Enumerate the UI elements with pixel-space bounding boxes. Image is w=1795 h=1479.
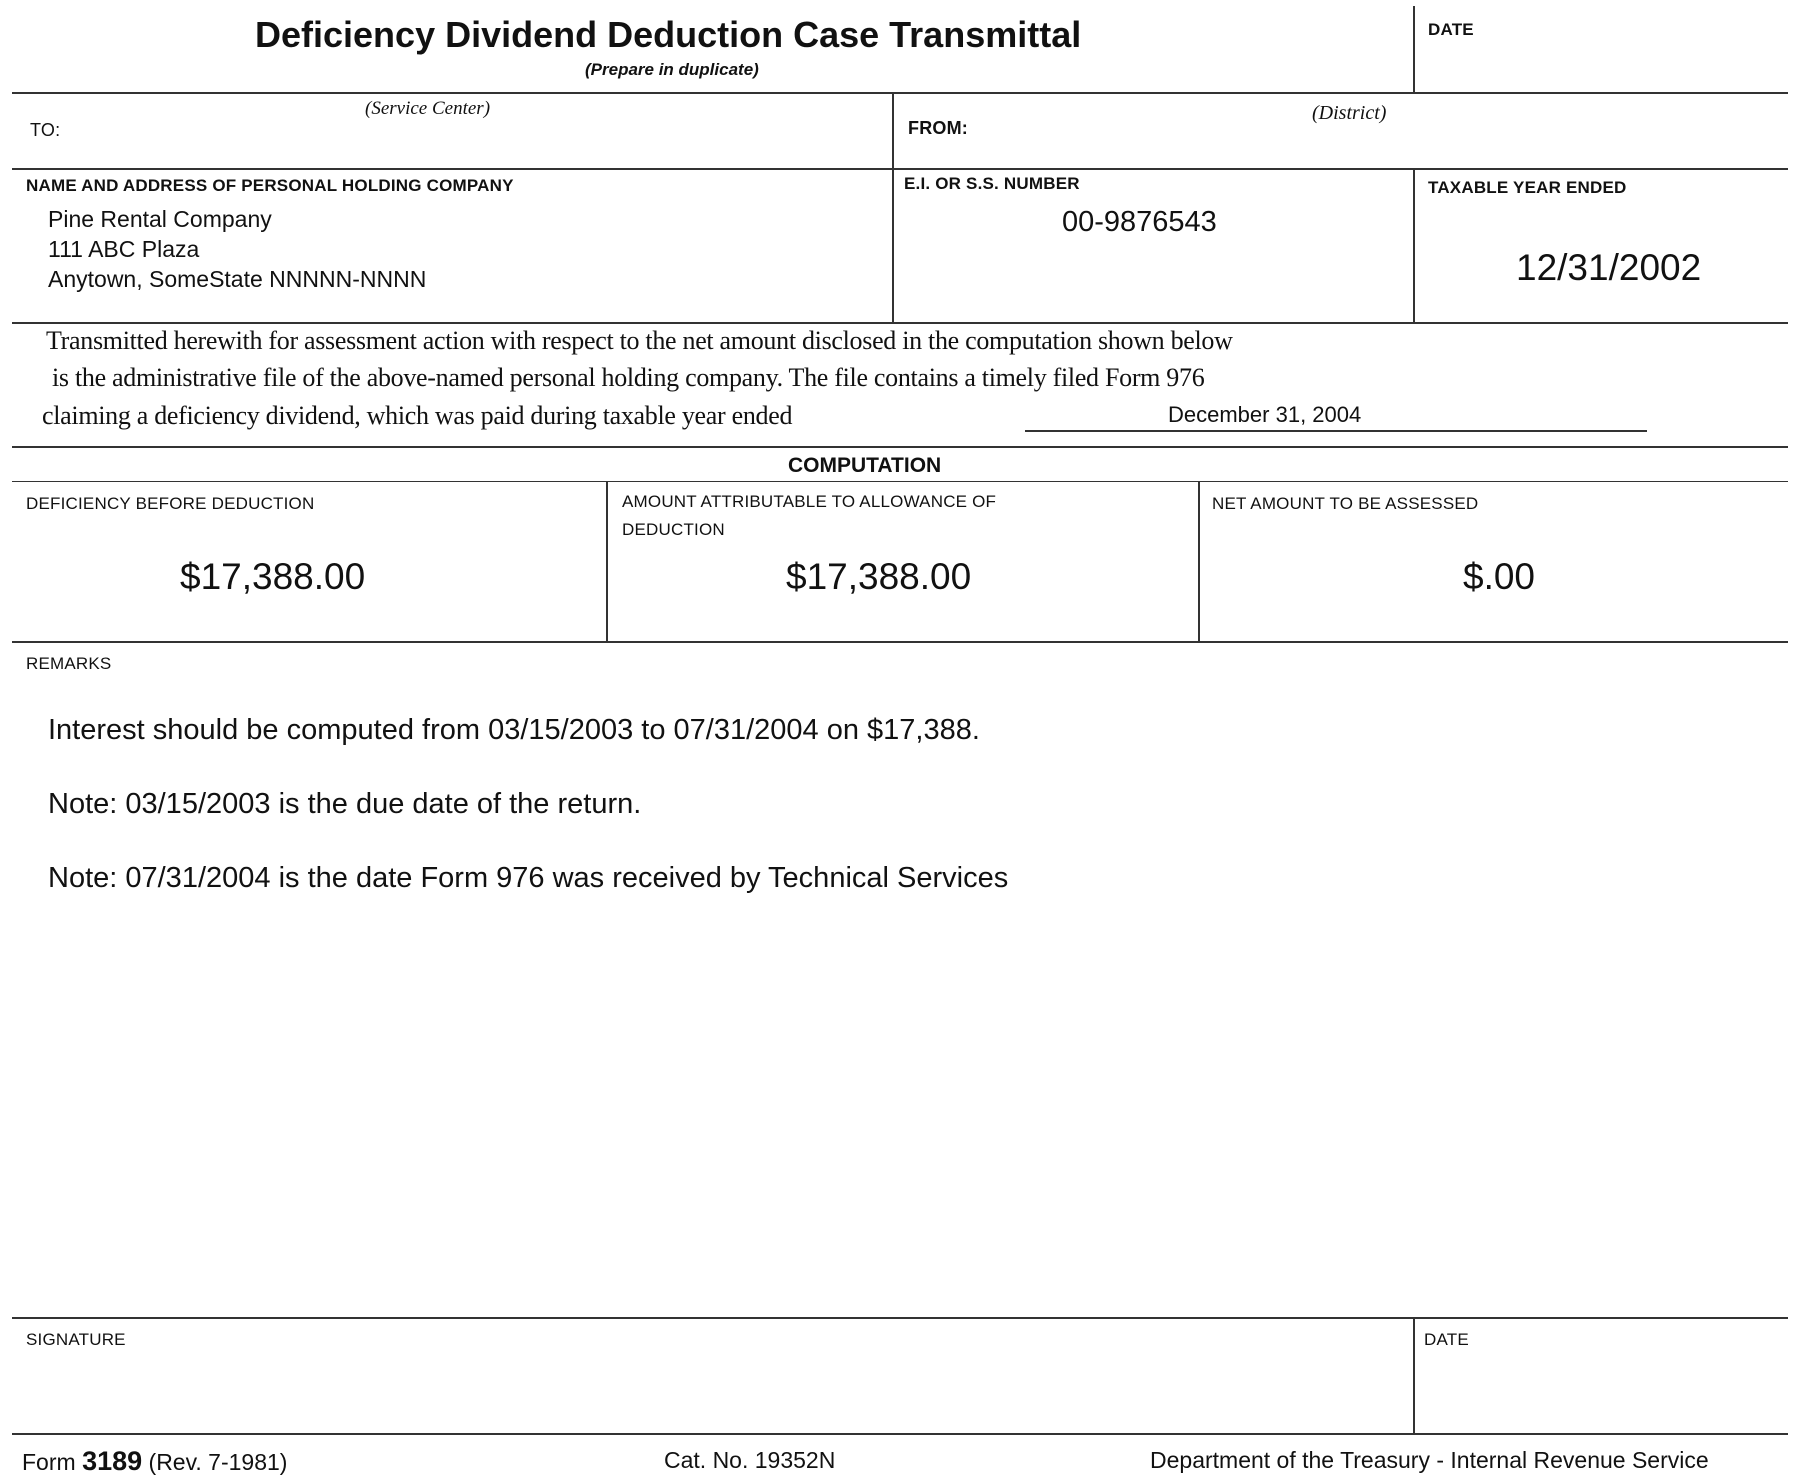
divider-comp-1 bbox=[606, 481, 608, 641]
company-address-1: 111 ABC Plaza bbox=[48, 236, 200, 262]
to-label: TO: bbox=[30, 120, 61, 140]
remarks-line-1: Interest should be computed from 03/15/2003 to 07/31/2004 on $17,388. bbox=[48, 714, 980, 746]
signature-date-label: DATE bbox=[1424, 1330, 1469, 1349]
allowance-value: $17,388.00 bbox=[786, 556, 972, 597]
transmittal-line-1: Transmitted herewith for assessment action with respect to the net amount disclosed in the computation shown below bbox=[46, 326, 1233, 355]
paid-year-value: December 31, 2004 bbox=[1168, 402, 1362, 427]
from-hint: (District) bbox=[1312, 102, 1387, 124]
footer-revision: (Rev. 7-1981) bbox=[148, 1449, 288, 1475]
transmittal-line-2: is the administrative file of the above-named personal holding company. The file contains a timely filed Form 976 bbox=[52, 363, 1205, 392]
remarks-line-2: Note: 03/15/2003 is the due date of the return. bbox=[48, 788, 642, 820]
form-subtitle: (Prepare in duplicate) bbox=[585, 60, 759, 79]
allowance-label-1: AMOUNT ATTRIBUTABLE TO ALLOWANCE OF bbox=[622, 492, 997, 511]
rule-title-bottom bbox=[12, 92, 1788, 94]
rule-computation-header bbox=[12, 481, 1788, 482]
divider-signature-date bbox=[1413, 1317, 1415, 1433]
signature-field[interactable] bbox=[20, 1356, 1405, 1428]
allowance-label-2: DEDUCTION bbox=[622, 520, 725, 539]
form-title: Deficiency Dividend Deduction Case Transmittal bbox=[255, 14, 1082, 55]
footer-agency: Department of the Treasury - Internal Revenue Service bbox=[1150, 1447, 1709, 1473]
ein-label: E.I. OR S.S. NUMBER bbox=[904, 174, 1080, 193]
ein-value: 00-9876543 bbox=[1062, 206, 1217, 238]
divider-comp-2 bbox=[1198, 481, 1200, 641]
remarks-label: REMARKS bbox=[26, 654, 112, 673]
rule-company-bottom bbox=[12, 322, 1788, 324]
date-field[interactable] bbox=[1418, 44, 1783, 88]
signature-date-field[interactable] bbox=[1420, 1356, 1784, 1428]
rule-signature-top bbox=[12, 1317, 1788, 1319]
to-hint: (Service Center) bbox=[365, 98, 491, 119]
footer-form-id bbox=[22, 1446, 287, 1477]
signature-label: SIGNATURE bbox=[26, 1330, 126, 1349]
footer-form-number: 3189 bbox=[82, 1446, 143, 1476]
taxyear-label: TAXABLE YEAR ENDED bbox=[1428, 178, 1627, 197]
footer-form-prefix: Form bbox=[22, 1449, 76, 1475]
from-label: FROM: bbox=[908, 118, 968, 138]
company-address-2: Anytown, SomeState NNNNN-NNNN bbox=[48, 266, 427, 292]
rule-routing-bottom bbox=[12, 168, 1788, 170]
rule-computation-bottom bbox=[12, 641, 1788, 643]
divider-taxyear bbox=[1413, 168, 1415, 322]
divider-date bbox=[1413, 6, 1415, 92]
deficiency-value: $17,388.00 bbox=[180, 556, 366, 597]
net-value: $.00 bbox=[1463, 556, 1536, 597]
date-label: DATE bbox=[1428, 20, 1474, 39]
from-field[interactable] bbox=[980, 112, 1780, 164]
footer-cat-no: Cat. No. 19352N bbox=[664, 1447, 836, 1473]
computation-header: COMPUTATION bbox=[788, 454, 942, 477]
net-label: NET AMOUNT TO BE ASSESSED bbox=[1212, 494, 1479, 513]
divider-routing bbox=[892, 92, 894, 322]
remarks-line-3: Note: 07/31/2004 is the date Form 976 was received by Technical Services bbox=[48, 862, 1009, 894]
transmittal-line-3: claiming a deficiency dividend, which was paid during taxable year ended bbox=[42, 401, 793, 430]
deficiency-label: DEFICIENCY BEFORE DEDUCTION bbox=[26, 494, 315, 513]
rule-transmittal-bottom bbox=[12, 446, 1788, 448]
to-field[interactable] bbox=[80, 112, 880, 164]
rule-signature-bottom bbox=[12, 1433, 1788, 1435]
company-name: Pine Rental Company bbox=[48, 206, 272, 232]
company-name-label: NAME AND ADDRESS OF PERSONAL HOLDING COMPANY bbox=[26, 176, 514, 195]
taxyear-value: 12/31/2002 bbox=[1516, 247, 1702, 288]
paid-year-underline bbox=[1025, 430, 1647, 432]
